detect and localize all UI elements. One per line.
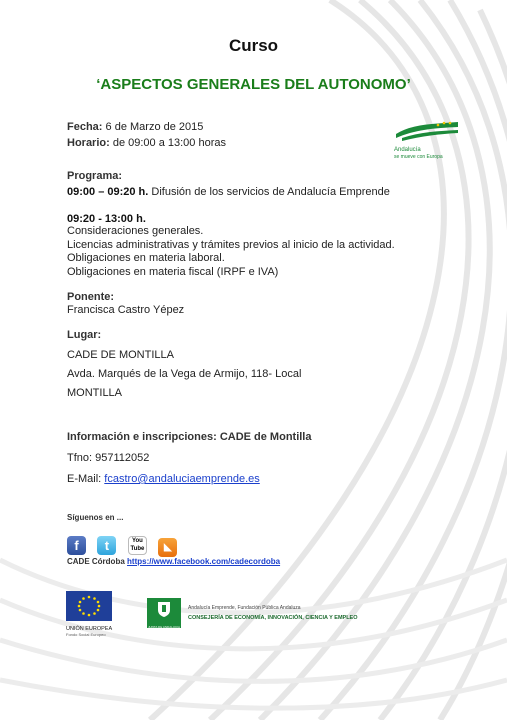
cade-facebook-row <box>67 557 280 566</box>
junta-shield-icon <box>147 598 181 620</box>
date-label: Fecha: <box>67 121 103 133</box>
follow-us-text: Síguenos en ... <box>67 513 124 522</box>
youtube-icon-text: You Tube <box>130 538 145 552</box>
contact-email-row <box>67 473 260 485</box>
schedule-label: Horario: <box>67 137 110 149</box>
list-item: Obligaciones en materia fiscal (IRPF e IVA) <box>67 265 279 278</box>
list-item: Consideraciones generales. <box>67 225 204 237</box>
schedule-value: de 09:00 a 13:00 horas <box>112 137 226 149</box>
place-line-2: Avda. Marqués de la Vega de Armijo, 118- Local <box>67 368 302 380</box>
rss-icon[interactable]: ◣ <box>158 538 177 557</box>
twitter-icon[interactable]: t <box>97 536 116 555</box>
email-label: E-Mail: <box>67 473 102 485</box>
list-item: Licencias administrativas y trámites previos al inicio de la actividad. <box>67 238 395 251</box>
course-title: ‘ASPECTOS GENERALES DEL AUTONOMO’ <box>96 76 411 93</box>
contact-phone: Tfno: 957112052 <box>67 452 150 464</box>
social-icons <box>67 536 184 557</box>
slot-2-time: 09:20 - 13:00 h. <box>67 213 146 225</box>
andalucia-logo-subtext: se mueve con Europa <box>394 154 443 160</box>
youtube-icon[interactable] <box>128 536 147 555</box>
speaker-label: Ponente: <box>67 291 115 303</box>
place-line-1: CADE DE MONTILLA <box>67 349 174 361</box>
andalucia-flag-icon <box>394 120 460 142</box>
speaker-name: Francisca Castro Yépez <box>67 304 185 316</box>
slot-2-list <box>67 225 395 279</box>
facebook-link[interactable]: https://www.facebook.com/cadecordoba <box>127 557 281 566</box>
eu-label: UNIÓN EUROPEA <box>66 626 113 632</box>
facebook-icon[interactable]: f <box>67 536 86 555</box>
slot-1-text: Difusión de los servicios de Andalucía Emprende <box>151 186 390 198</box>
andalucia-europa-logo <box>394 120 464 160</box>
place-line-3: MONTILLA <box>67 387 123 399</box>
date-value: 6 de Marzo de 2015 <box>105 121 204 133</box>
junta-logo-text: JUNTA DE ANDALUCIA <box>147 625 181 629</box>
program-label: Programa: <box>67 170 123 182</box>
course-heading: Curso <box>228 36 279 55</box>
eu-sublabel: Fondo Social Europeo <box>66 632 106 637</box>
date-row <box>67 121 203 133</box>
slot-1-time: 09:00 – 09:20 h. <box>67 186 149 198</box>
program-slot-1 <box>67 186 390 198</box>
junta-logo <box>147 598 181 628</box>
email-link[interactable]: fcastro@andaluciaemprende.es <box>104 473 260 485</box>
place-label: Lugar: <box>67 329 102 341</box>
consejeria-text: CONSEJERÍA DE ECONOMÍA, INNOVACIÓN, CIENCIA Y EMPLEO <box>188 615 358 621</box>
andalucia-logo-text: Andalucía <box>394 147 421 153</box>
cade-label: CADE Córdoba <box>67 557 125 566</box>
schedule-row <box>67 137 226 149</box>
eu-flag-icon <box>66 591 112 621</box>
list-item: Obligaciones en materia laboral. <box>67 252 225 264</box>
foundation-text: Andalucía Emprende, Fundación Pública Andaluza <box>188 605 301 611</box>
eu-logo <box>66 591 114 637</box>
contact-heading: Información e inscripciones: CADE de Montilla <box>67 431 312 443</box>
